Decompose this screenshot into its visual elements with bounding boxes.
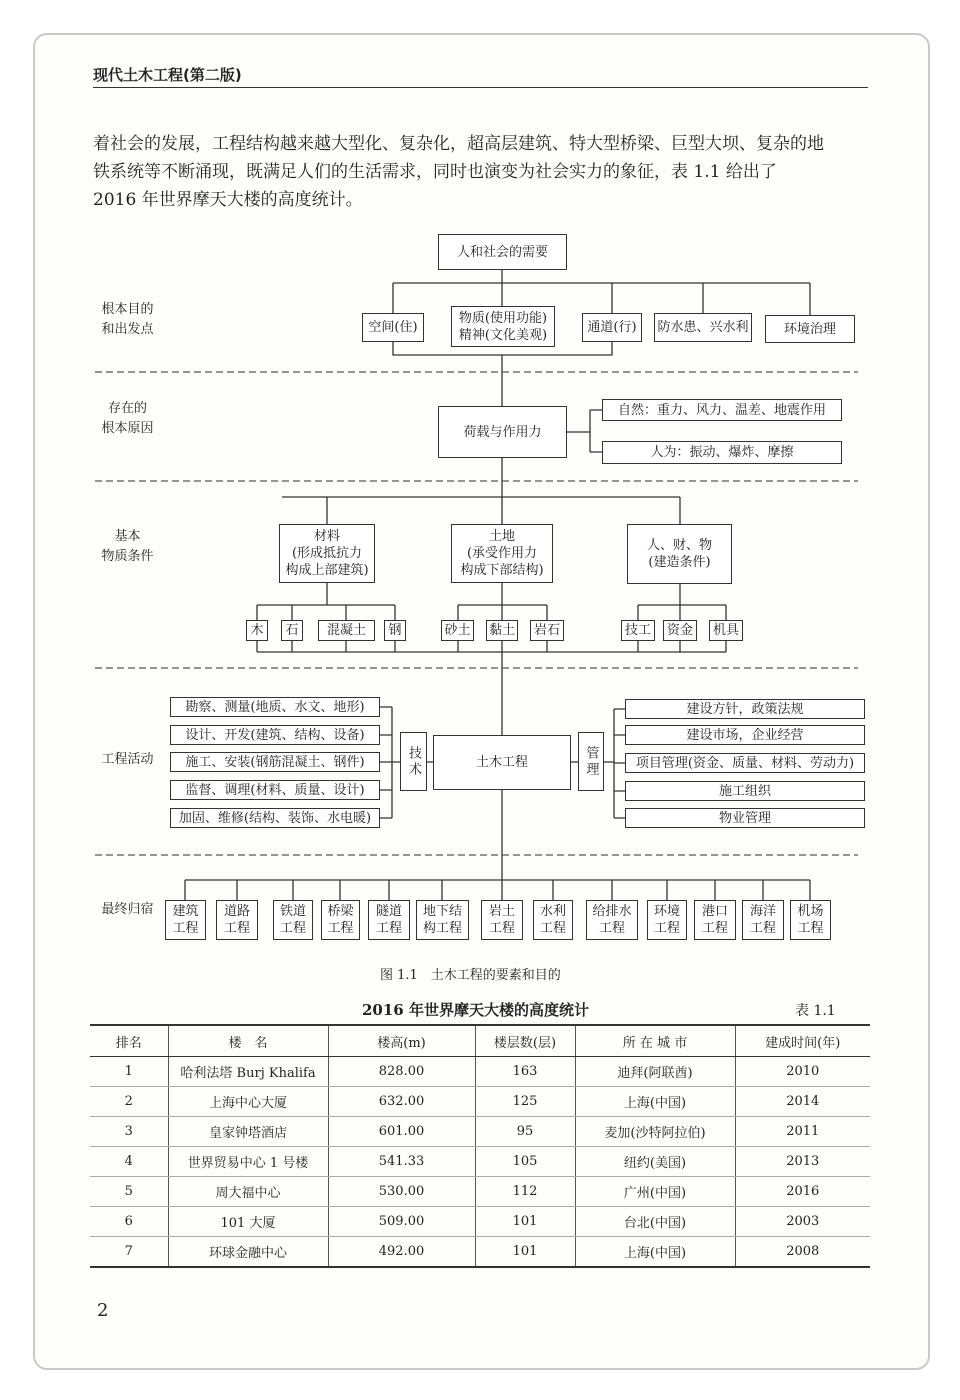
box-line: (建造条件) [648,555,711,570]
col-header: 楼高(m) [328,1025,475,1057]
col-header: 楼层数(层) [475,1025,575,1057]
box-material-spirit [451,306,555,347]
box-line: 水利 [539,904,566,919]
box-needs: 人和社会的需要 [438,234,567,270]
label-line: 物质条件 [101,549,154,564]
table-cell: 2 [90,1087,168,1117]
level-label-conditions [95,527,160,567]
tech-item: 勘察、测量(地质、水文、地形) [170,697,380,717]
table-row [90,1087,870,1117]
box-line: 材料 [313,529,340,544]
box-passage: 通道(行) [582,313,642,342]
table-cell: 632.00 [328,1087,475,1117]
mgmt-item: 建设方针，政策法规 [625,699,865,719]
outcome-box [533,900,573,940]
table-cell: 7 [90,1237,168,1268]
table-cell: 541.33 [328,1147,475,1177]
box-line: 构成下部结构) [460,563,544,578]
outcome-box [165,900,206,940]
item-box: 资金 [663,620,697,641]
level-label-purpose [95,300,160,340]
table-cell: 601.00 [328,1117,475,1147]
table-cell: 4 [90,1147,168,1177]
box-line: 建筑 [172,904,199,919]
box-land [451,524,553,583]
table-cell: 509.00 [328,1207,475,1237]
table-cell: 世界贸易中心 1 号楼 [168,1147,328,1177]
table-cell: 上海中心大厦 [168,1087,328,1117]
running-header: 现代土木工程(第二版) [93,66,242,84]
item-box: 机具 [709,620,743,641]
box-line: 地下结 [422,904,462,919]
label-line: 和出发点 [101,322,154,337]
box-line: (承受作用力 [466,546,538,561]
box-line: 工程 [488,921,515,936]
box-space: 空间(住) [362,313,424,342]
label-line: 根本目的 [101,302,154,317]
table-cell: 112 [475,1177,575,1207]
level-label-activity: 工程活动 [101,752,154,767]
item-box: 技工 [621,620,655,641]
box-materials [279,524,375,583]
level-label-cause [95,399,160,439]
table-number: 表 1.1 [795,1003,836,1019]
box-line: 桥梁 [327,904,354,919]
table-row [90,1117,870,1147]
box-line: 岩土 [488,904,515,919]
box-water: 防水患、兴水利 [654,313,752,342]
box-natural: 自然：重力、风力、温差、地震作用 [602,399,842,421]
level-label-outcome: 最终归宿 [101,902,154,917]
box-line: 铁道 [279,904,306,919]
table-row [90,1207,870,1237]
item-box: 钢 [384,620,406,641]
box-line: 港口 [701,904,728,919]
outcome-box [416,900,469,940]
item-box: 砂土 [441,620,474,641]
label-line: 基本 [114,529,141,544]
item-box: 混凝土 [318,620,375,641]
table-cell: 麦加(沙特阿拉伯) [575,1117,735,1147]
tech-item: 设计、开发(建筑、结构、设备) [170,725,380,745]
table-cell: 95 [475,1117,575,1147]
table-cell: 530.00 [328,1177,475,1207]
outcome-box [742,900,784,940]
outcome-box [647,900,687,940]
table-cell: 周大福中心 [168,1177,328,1207]
box-line: 机场 [797,904,824,919]
table-cell: 台北(中国) [575,1207,735,1237]
col-header: 排名 [90,1025,168,1057]
item-box: 岩石 [530,620,564,641]
label-line: 根本原因 [101,421,154,436]
box-line: (形成抵抗力 [291,546,363,561]
box-line: 工程 [797,921,824,936]
table-cell: 环球金融中心 [168,1237,328,1268]
box-line: 工程 [279,921,306,936]
box-load: 荷载与作用力 [438,406,567,458]
box-line: 海洋 [749,904,776,919]
box-line: 工程 [539,921,566,936]
col-header: 建成时间(年) [735,1025,870,1057]
box-line: 工程 [653,921,680,936]
item-box: 木 [246,620,268,641]
table-cell: 2014 [735,1087,870,1117]
box-line: 工程 [375,921,402,936]
box-line: 物质(使用功能) [458,310,548,326]
tech-item: 施工、安装(钢筋混凝土、钢件) [170,752,380,772]
table-cell: 2010 [735,1057,870,1087]
table-cell: 上海(中国) [575,1237,735,1268]
table-cell: 5 [90,1177,168,1207]
mgmt-item: 项目管理(资金、质量、材料、劳动力) [625,753,865,773]
box-management: 管理 [578,732,604,791]
table-cell: 2016 [735,1177,870,1207]
outcome-box [273,900,313,940]
col-header: 所 在 城 市 [575,1025,735,1057]
table-row [90,1147,870,1177]
page-number: 2 [97,1300,109,1321]
tech-item: 监督、调理(材料、质量、设计) [170,780,380,800]
table-cell: 皇家钟塔酒店 [168,1117,328,1147]
table-cell: 101 [475,1237,575,1268]
outcome-box [368,900,410,940]
table-cell: 广州(中国) [575,1177,735,1207]
box-environment: 环境治理 [765,315,855,343]
box-line: 工程 [598,921,625,936]
box-civil-engineering: 土木工程 [433,735,571,790]
table-cell: 101 大厦 [168,1207,328,1237]
box-line: 精神(文化美观) [458,327,548,343]
para-line: 着社会的发展，工程结构越来越大型化、复杂化，超高层建筑、特大型桥梁、巨型大坝、复杂的地 [93,134,824,154]
table-cell: 1 [90,1057,168,1087]
mgmt-item: 建设市场，企业经营 [625,725,865,745]
box-line: 人、财、物 [646,538,712,553]
table-cell: 纽约(美国) [575,1147,735,1177]
table-cell: 163 [475,1057,575,1087]
item-box: 石 [281,620,303,641]
table-title: 2016 年世界摩天大楼的高度统计 [362,1001,589,1019]
skyscraper-table [90,1024,870,1268]
mgmt-item: 物业管理 [625,808,865,828]
outcome-box [586,900,638,940]
table-cell: 2011 [735,1117,870,1147]
box-technology: 技术 [400,732,427,791]
table-cell: 哈利法塔 Burj Khalifa [168,1057,328,1087]
box-line: 工程 [749,921,776,936]
table-cell: 6 [90,1207,168,1237]
table-cell: 105 [475,1147,575,1177]
box-line: 土地 [488,529,515,544]
col-header: 楼 名 [168,1025,328,1057]
outcome-box [321,900,360,940]
box-line: 构成上部建筑) [285,563,369,578]
box-line: 工程 [701,921,728,936]
outcome-box [216,900,258,940]
box-line: 道路 [223,904,250,919]
para-line: 2016 年世界摩天大楼的高度统计。 [93,190,363,210]
table-cell: 2013 [735,1147,870,1177]
box-line: 工程 [327,921,354,936]
table-cell: 迪拜(阿联酋) [575,1057,735,1087]
box-line: 构工程 [422,921,462,936]
table-cell: 上海(中国) [575,1087,735,1117]
figure-caption: 图 1.1 土木工程的要素和目的 [380,968,561,983]
table-cell: 125 [475,1087,575,1117]
box-line: 工程 [223,921,250,936]
box-line: 给排水 [592,904,632,919]
table-cell: 101 [475,1207,575,1237]
table-cell: 492.00 [328,1237,475,1268]
box-line: 环境 [653,904,680,919]
box-line: 工程 [172,921,199,936]
table-cell: 3 [90,1117,168,1147]
outcome-box [694,900,736,940]
box-resources [627,524,732,584]
tech-item: 加固、维修(结构、装饰、水电暖) [170,808,380,828]
table-row [90,1177,870,1207]
box-human: 人为：振动、爆炸、摩擦 [602,441,842,464]
outcome-box [790,900,831,940]
item-box: 黏土 [486,620,518,641]
box-line: 隧道 [375,904,402,919]
table-cell: 828.00 [328,1057,475,1087]
para-line: 铁系统等不断涌现，既满足人们的生活需求，同时也演变为社会实力的象征，表 1.1 给出了 [93,162,777,182]
table-cell: 2008 [735,1237,870,1268]
table-row [90,1057,870,1087]
table-cell: 2003 [735,1207,870,1237]
table-row [90,1237,870,1268]
mgmt-item: 施工组织 [625,781,865,801]
label-line: 存在的 [107,401,147,416]
outcome-box [481,900,523,940]
